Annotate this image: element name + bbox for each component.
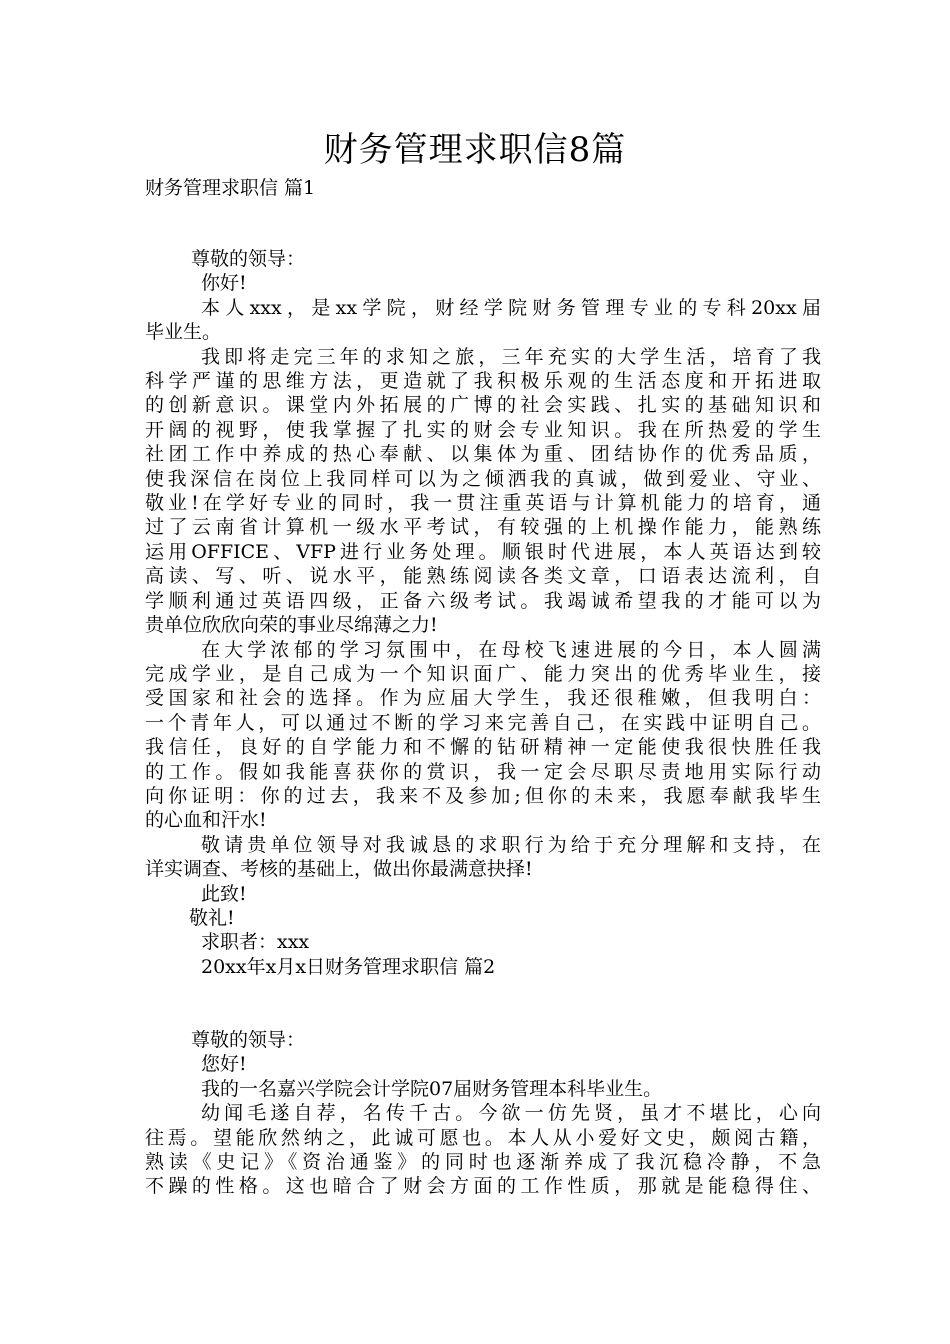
letter2-salutation: 尊敬的领导：: [191, 1028, 306, 1051]
paragraph-line: 本人xxx，是xx学院，财经学院财务管理专业的专科20xx届: [201, 296, 821, 319]
section-gap: [145, 979, 821, 1028]
paragraph-line: 向你证明：你的过去，我来不及参加;但你的未来，我愿奉献我毕生: [145, 784, 821, 807]
paragraph-line: 我信任，良好的自学能力和不懈的钻研精神一定能使我很快胜任我: [145, 736, 821, 759]
paragraph-line: 熟读《史记》《资治通鉴》的同时也逐渐养成了我沉稳冷静，不急: [145, 1151, 821, 1174]
letter1-intro: [145, 296, 821, 345]
paragraph-line: 使我深信在岗位上我同样可以为之倾洒我的真诚，做到爱业、守业、: [145, 467, 821, 490]
paragraph-line: 在大学浓郁的学习氛围中，在母校飞速进展的今日，本人圆满: [201, 638, 821, 661]
paragraph-line: 过了云南省计算机一级水平考试，有较强的上机操作能力，能熟练: [145, 516, 821, 539]
paragraph-line: 敬业!在学好专业的同时，我一贯注重英语与计算机能力的培育，通: [145, 492, 821, 515]
letter1-signer: 求职者：xxx: [201, 931, 310, 954]
letter1-paragraph-2: [145, 638, 821, 833]
letter1-paragraph-1: [145, 345, 821, 638]
paragraph-line: 往焉。望能欣然纳之，此诚可愿也。本人从小爱好文史，颇阅古籍，: [145, 1126, 821, 1149]
paragraph-line: 运用OFFICE、VFP进行业务处理。顺银时代进展，本人英语达到较: [145, 540, 821, 563]
letter1-greeting: 你好!: [201, 272, 247, 295]
section-heading-1: 财务管理求职信 篇1: [145, 177, 316, 199]
letter2-paragraph-1: [145, 1101, 821, 1199]
paragraph-line: 幼闻毛遂自荐，名传千古。今欲一仿先贤，虽才不堪比，心向: [201, 1102, 821, 1125]
letter1-closing-1: 此致!: [201, 882, 247, 905]
paragraph-line: 受国家和社会的选择。作为应届大学生，我还很稚嫩，但我明白：: [145, 687, 821, 710]
letter-body: [145, 247, 821, 1199]
paragraph-line: 详实调查、考核的基础上，做出你最满意抉择!: [145, 858, 533, 881]
paragraph-line: 科学严谨的思维方法，更造就了我积极乐观的生活态度和开拓进取: [145, 370, 821, 393]
paragraph-line: 开阔的视野，使我掌握了扎实的财会专业知识。我在所热爱的学生: [145, 418, 821, 441]
letter2-greeting: 您好!: [201, 1053, 247, 1076]
letter1-closing-2: 敬礼!: [189, 906, 235, 929]
paragraph-line: 的创新意识。课堂内外拓展的广博的社会实践、扎实的基础知识和: [145, 394, 821, 417]
letter1-paragraph-3: [145, 833, 821, 882]
letter2-intro: 我的一名嘉兴学院会计学院07届财务管理本科毕业生。: [201, 1077, 663, 1100]
document-title: 财务管理求职信8篇: [323, 130, 627, 170]
paragraph-line: 社团工作中养成的热心奉献、以集体为重、团结协作的优秀品质，: [145, 443, 821, 466]
paragraph-line: 敬请贵单位领导对我诚恳的求职行为给于充分理解和支持，在: [201, 833, 821, 856]
paragraph-line: 毕业生。: [145, 321, 222, 344]
paragraph-line: 我即将走完三年的求知之旅，三年充实的大学生活，培育了我: [201, 345, 821, 368]
paragraph-line: 的心血和汗水!: [145, 809, 267, 832]
letter1-date-section-heading-2: 20xx年x月x日财务管理求职信 篇2: [201, 955, 496, 978]
paragraph-line: 贵单位欣欣向荣的事业尽绵薄之力!: [145, 614, 438, 637]
paragraph-line: 高读、写、听、说水平，能熟练阅读各类文章，口语表达流利，自: [145, 565, 821, 588]
letter1-salutation: 尊敬的领导：: [191, 248, 306, 270]
paragraph-line: 一个青年人，可以通过不断的学习来完善自己，在实践中证明自己。: [145, 711, 821, 734]
paragraph-line: 学顺利通过英语四级，正备六级考试。我竭诚希望我的才能可以为: [145, 589, 821, 612]
paragraph-line: 完成学业，是自己成为一个知识面广、能力突出的优秀毕业生，接: [145, 662, 821, 685]
paragraph-line: 不躁的性格。这也暗合了财会方面的工作性质，那就是能稳得住、: [145, 1175, 821, 1198]
paragraph-line: 的工作。假如我能喜获你的赏识，我一定会尽职尽责地用实际行动: [145, 760, 821, 783]
